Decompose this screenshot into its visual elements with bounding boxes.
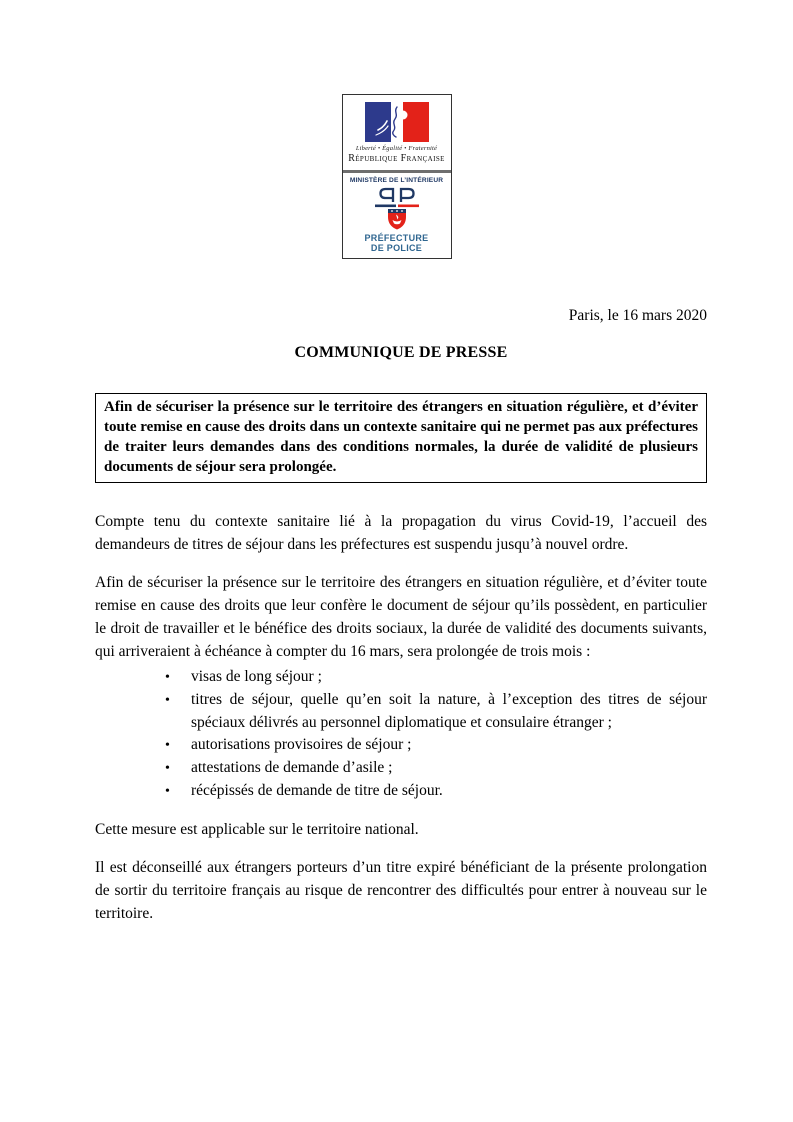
list-item <box>95 734 707 757</box>
prefecture-de-police-logo <box>343 170 451 258</box>
paragraph-deconseille: Il est déconseillé aux étrangers porteurs d’un titre expiré bénéficiant de la présente prolongation de sortir du territoire français au risque de rencontrer des difficultés pour entrer à nouveau sur le territoire. <box>95 859 707 922</box>
summary-box: Afin de sécuriser la présence sur le territoire des étrangers en situation régulière, et d’éviter toute remise en cause des droits dans un contexte sanitaire qui ne permet pas aux préfectures de traiter leurs demandes dans des conditions normales, la durée de validité de plusieurs documents de séjour sera prolongée. <box>95 393 707 483</box>
list-item-text: titres de séjour, quelle qu’en soit la nature, à l’exception des titres de séjour spéciaux délivrés au personnel diplomatique et consulaire étranger ; <box>191 691 707 731</box>
paragraph-prolongation-intro: Afin de sécuriser la présence sur le territoire des étrangers en situation régulière, et d’éviter toute remise en cause des droits que leur confère le document de séjour qu’ils possèdent, en particulier le droit de travailler et le bénéfice des droits sociaux, la durée de validité des documents suivants, qui arriveraient à échéance à compter du 16 mars, sera prolongée de trois mois : <box>95 574 707 660</box>
prefecture-text <box>345 233 449 253</box>
bullet-icon: • <box>165 738 170 753</box>
prefecture-text-line1: PRÉFECTURE <box>364 233 429 243</box>
bullet-icon: • <box>165 670 170 685</box>
republic-text: République Française <box>348 153 445 164</box>
marianne-flag-icon <box>364 102 430 142</box>
paragraph-suspension: Compte tenu du contexte sanitaire lié à la propagation du virus Covid-19, l’accueil des demandeurs de titres de séjour dans les préfectures est suspendu jusqu’à nouvel ordre. <box>95 513 707 553</box>
list-item <box>95 780 707 803</box>
list-item-text: récépissés de demande de titre de séjour. <box>191 782 443 799</box>
prefecture-crest-icon <box>373 186 421 232</box>
logo-block <box>342 94 452 259</box>
list-item <box>95 689 707 734</box>
list-item <box>95 666 707 689</box>
list-item <box>95 757 707 780</box>
republique-francaise-logo <box>343 95 451 170</box>
dateline: Paris, le 16 mars 2020 <box>568 307 707 324</box>
page-title: COMMUNIQUE DE PRESSE <box>294 344 508 361</box>
document-body <box>95 304 707 925</box>
bullet-icon: • <box>165 784 170 799</box>
documents-list <box>95 666 707 803</box>
ministry-text: MINISTÈRE DE L’INTÉRIEUR <box>349 177 444 184</box>
list-item-text: attestations de demande d’asile ; <box>191 759 393 776</box>
list-item-text: autorisations provisoires de séjour ; <box>191 736 412 753</box>
motto-text: Liberté • Égalité • Fraternité <box>355 145 438 152</box>
prefecture-text-line2: DE POLICE <box>370 243 423 253</box>
bullet-icon: • <box>165 693 170 708</box>
list-item-text: visas de long séjour ; <box>191 668 322 685</box>
paragraph-territoire-national: Cette mesure est applicable sur le territoire national. <box>95 821 419 838</box>
bullet-icon: • <box>165 761 170 776</box>
